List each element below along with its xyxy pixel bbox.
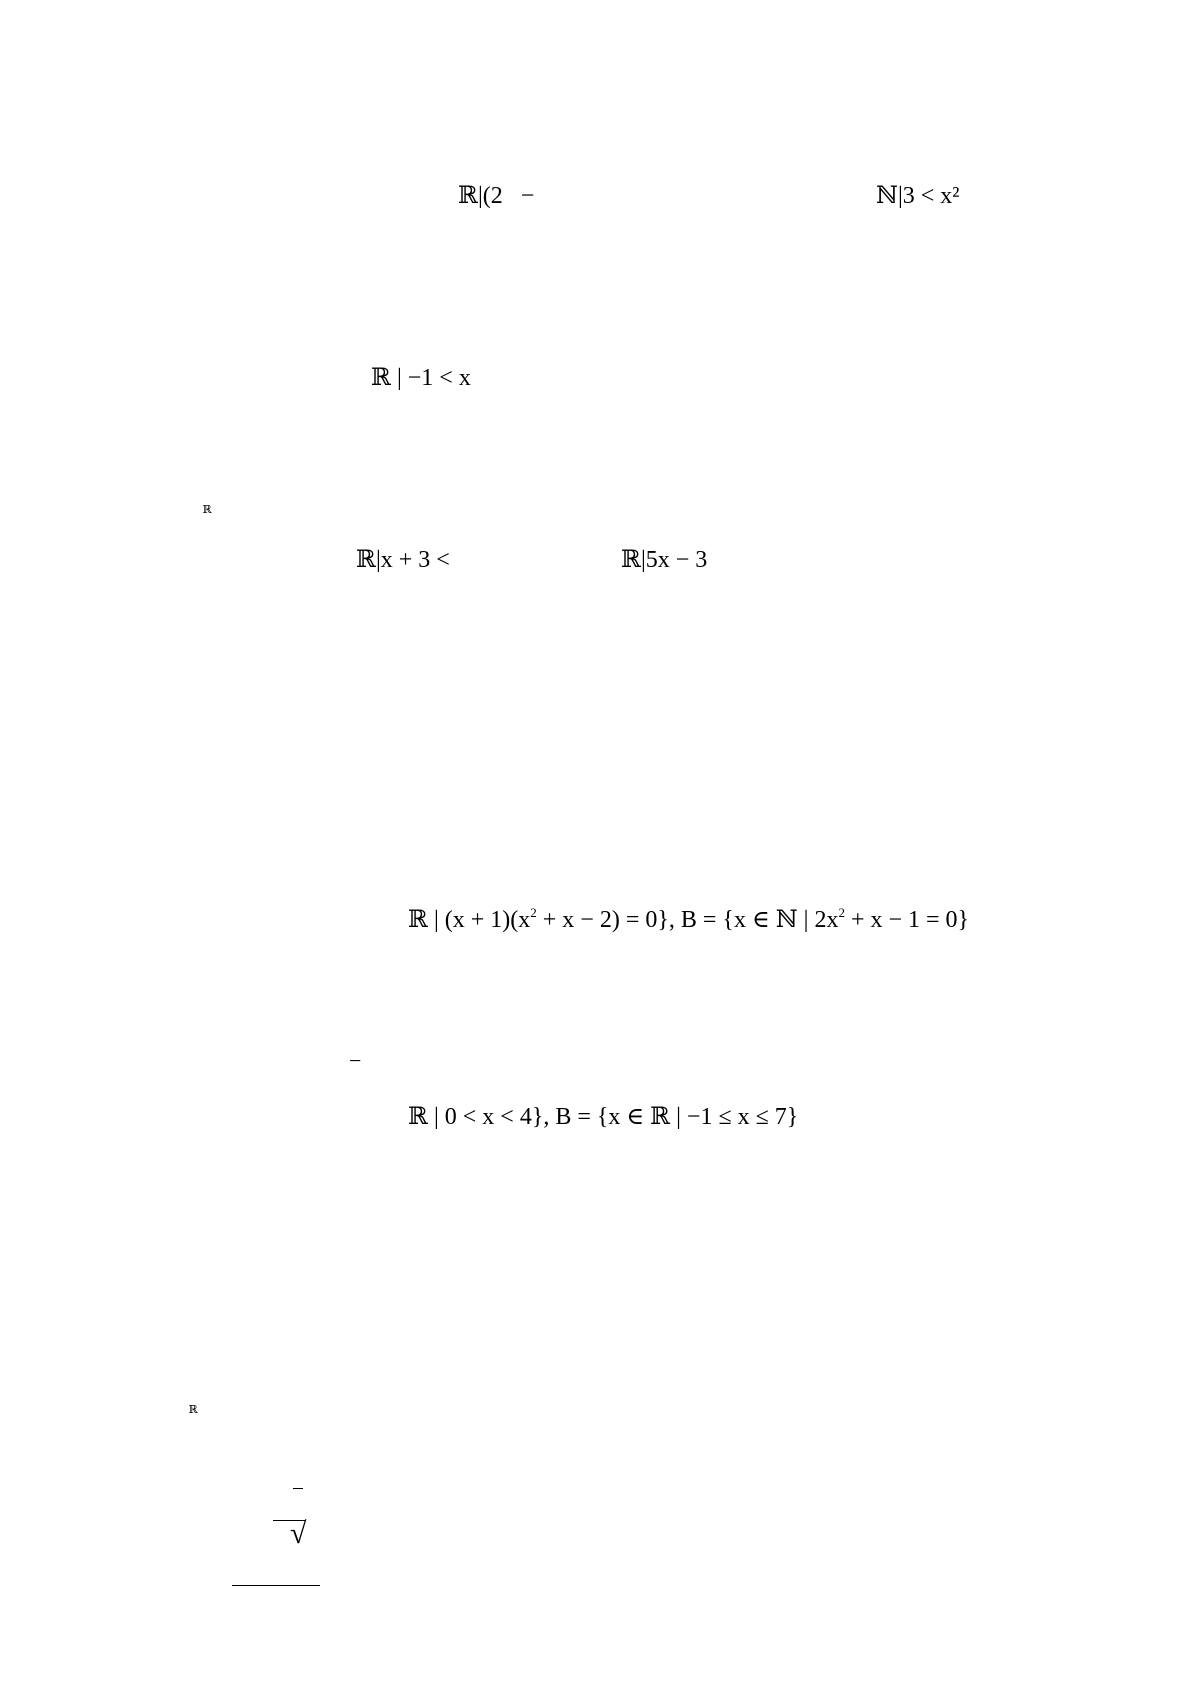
math-fragment-10 (183, 1392, 198, 1416)
sqrt-fragment (275, 1486, 306, 1550)
math-text-e: + x − 1 = 0} (844, 907, 970, 933)
math-text: ℝ|x + 3 < (356, 547, 450, 573)
math-text-a: ℝ | (x + 1)(x (408, 907, 531, 933)
math-fragment-9 (396, 1075, 798, 1131)
math-text: ℝ (188, 1404, 198, 1416)
math-fragment-2 (864, 154, 959, 210)
math-fragment-8 (338, 1019, 361, 1075)
fraction-bar-1 (273, 1520, 305, 1521)
math-fragment-3 (359, 336, 471, 392)
sqrt-overbar (293, 1488, 303, 1489)
math-fragment-6 (609, 518, 707, 574)
math-fragment-7 (396, 878, 969, 934)
math-text: ℝ | 0 < x < 4}, B = {x ∈ ℝ | −1 ≤ x ≤ 7} (408, 1104, 799, 1130)
math-sup-2: 2 (838, 905, 845, 920)
math-text: ℝ | −1 < x (371, 365, 471, 391)
fraction-bar-2 (232, 1585, 320, 1586)
math-sup-1: 2 (530, 905, 537, 920)
math-text: ℝ (202, 504, 212, 516)
math-fragment-4 (197, 492, 212, 516)
math-text: ℝ|5x − 3 (621, 547, 708, 573)
math-text-c: + x − 2) = 0}, B = {x ∈ ℕ | 2x (536, 907, 839, 933)
math-fragment-5 (344, 518, 450, 574)
math-text: ℕ|3 < x² (876, 183, 960, 209)
math-text: − (349, 1048, 362, 1073)
math-text: ℝ|(2 − (458, 183, 535, 209)
sqrt-icon: √ (290, 1517, 307, 1550)
math-fragment-1 (446, 154, 534, 210)
